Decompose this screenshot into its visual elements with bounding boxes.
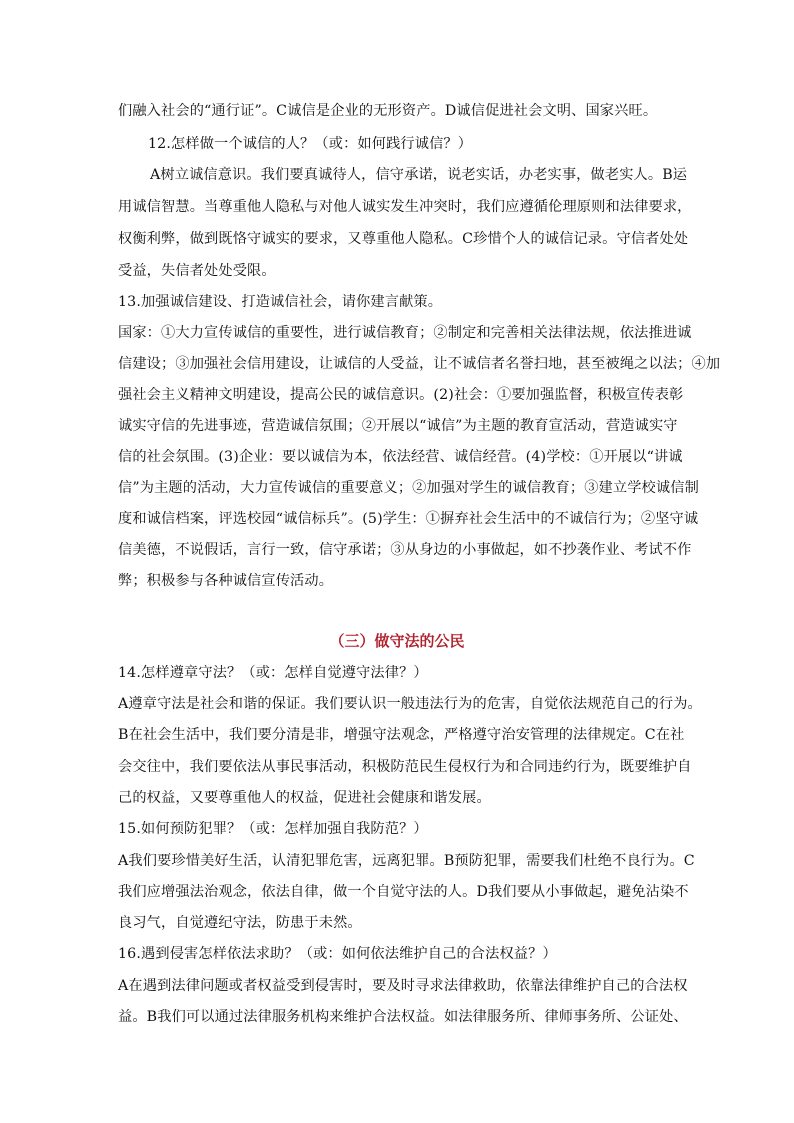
paragraph-line: 强社会主义精神文明建设，提高公民的诚信意识。(2)社会：①要加强监督，积极宣传表彰	[118, 387, 684, 403]
question-14: 14.怎样遵章守法？（或：怎样自觉遵守法律？）	[118, 665, 428, 681]
paragraph-line: 信建设；③加强社会信用建设，让诚信的人受益，让不诚信者名誉扫地，甚至被绳之以法；④加	[118, 356, 721, 372]
paragraph-line: 信的社会氛围。(3)企业：要以诚信为本，依法经营、诚信经营。(4)学校：①开展以“讲诚	[118, 449, 683, 465]
paragraph-line: A遵章守法是社会和谐的保证。我们要认识一般违法行为的危害，自觉依法规范自己的行为。	[118, 696, 702, 712]
paragraph-line: 们融入社会的“通行证”。C诚信是企业的无形资产。D诚信促进社会文明、国家兴旺。	[118, 103, 658, 119]
paragraph-line: 益。B我们可以通过法律服务机构来维护合法权益。如法律服务所、律师事务所、公证处、	[118, 1009, 688, 1025]
paragraph-line: 信美德，不说假话，言行一致，信守承诺；③从身边的小事做起，如不抄袭作业、考试不作	[118, 542, 692, 558]
paragraph-line: A我们要珍惜美好生活，认清犯罪危害，远离犯罪。B预防犯罪，需要我们杜绝不良行为。C	[118, 853, 695, 869]
paragraph-line: 受益，失信者处处受限。	[118, 263, 276, 279]
paragraph-line: 己的权益，又要尊重他人的权益，促进社会健康和谐发展。	[118, 790, 491, 806]
question-15: 15.如何预防犯罪？（或：怎样加强自我防范？）	[118, 821, 428, 837]
paragraph-line: 诚实守信的先进事迹，营造诚信氛围；②开展以“诚信”为主题的教育宣活动，营造诚实守	[118, 418, 678, 434]
paragraph-line: 我们应增强法治观念，依法自律，做一个自觉守法的人。D我们要从小事做起，避免沾染不	[118, 884, 689, 900]
paragraph-line: 权衡利弊，做到既恪守诚实的要求，又尊重他人隐私。C珍惜个人的诚信记录。守信者处处	[118, 231, 689, 247]
paragraph-line: A在遇到法律问题或者权益受到侵害时，要及时寻求法律救助，依靠法律维护自己的合法权	[118, 978, 688, 994]
section-heading: （三）做守法的公民	[329, 632, 465, 650]
paragraph-line: 用诚信智慧。当尊重他人隐私与对他人诚实发生冲突时，我们应遵循伦理原则和法律要求，	[118, 199, 692, 215]
paragraph-line: 国家：①大力宣传诚信的重要性，进行诚信教育；②制定和完善相关法律法规，依法推进诚	[118, 325, 692, 341]
question-16: 16.遇到侵害怎样依法求助？（或：如何依法维护自己的合法权益？）	[118, 946, 557, 962]
paragraph-line: 弊；积极参与各种诚信宣传活动。	[118, 573, 334, 589]
question-13: 13.加强诚信建设、打造诚信社会，请你建言献策。	[118, 294, 443, 310]
paragraph-line: A树立诚信意识。我们要真诚待人，信守承诺，说老实话，办老实事，做老实人。B运	[150, 167, 688, 183]
paragraph-line: 信”为主题的活动，大力宣传诚信的重要意义；②加强对学生的诚信教育；③建立学校诚信制	[118, 480, 699, 496]
paragraph-line: 度和诚信档案，评选校园“诚信标兵”。(5)学生：①摒弃社会生活中的不诚信行为；②坚守诚	[118, 511, 699, 527]
question-12: 12.怎样做一个诚信的人？（或：如何践行诚信？）	[148, 136, 473, 152]
paragraph-line: 良习气，自觉遵纪守法，防患于未然。	[118, 915, 362, 931]
paragraph-line: 会交往中，我们要依法从事民事活动，积极防范民生侵权行为和合同违约行为，既要维护自	[118, 759, 692, 775]
paragraph-line: B在社会生活中，我们要分清是非，增强守法观念，严格遵守治安管理的法律规定。C在社	[118, 727, 685, 743]
